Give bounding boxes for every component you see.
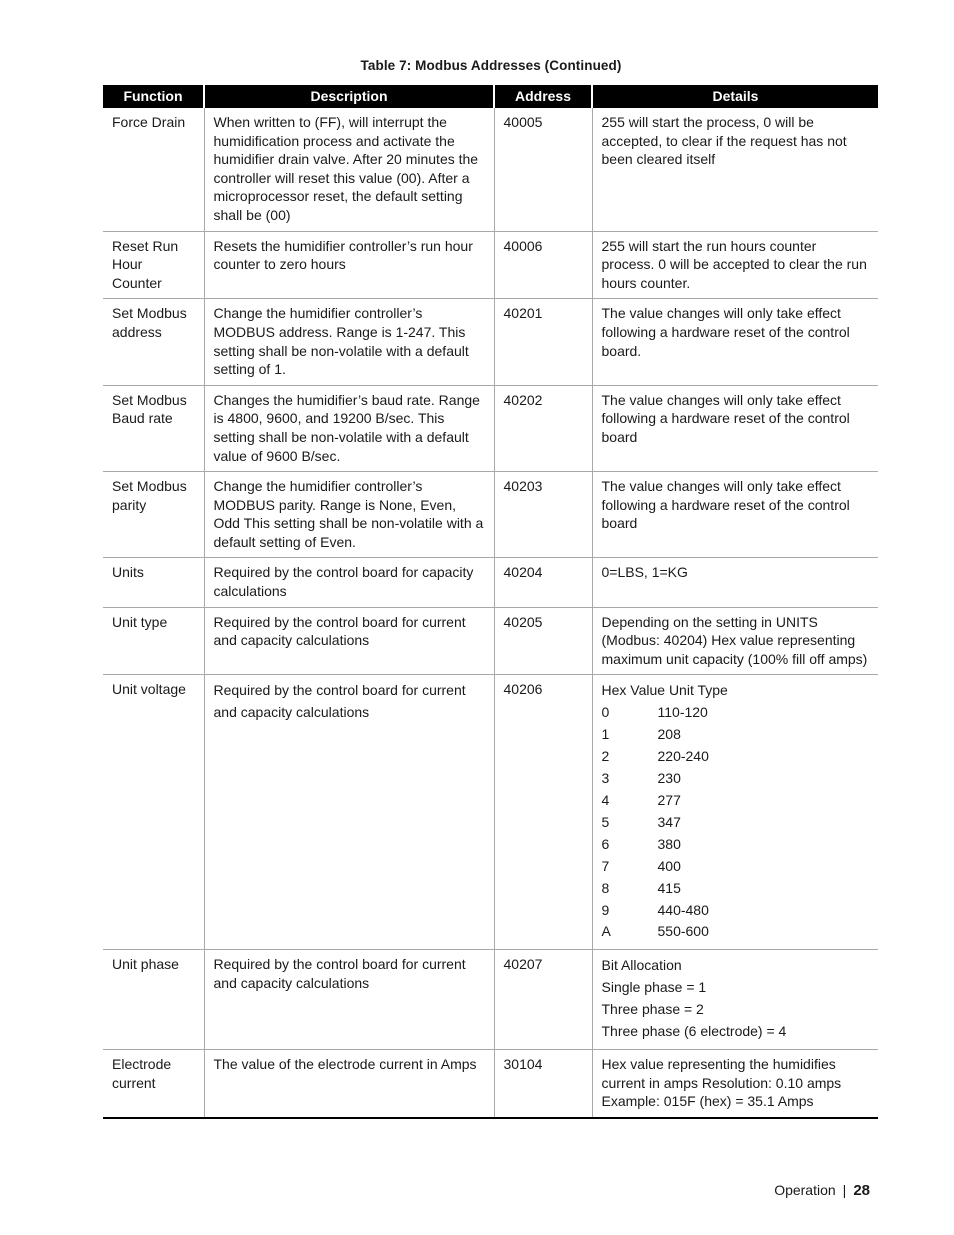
table-row (103, 675, 878, 950)
hex-value-row (602, 856, 871, 878)
column-header-address: Address (494, 85, 592, 108)
column-header-function: Function (103, 85, 204, 108)
table-row (103, 385, 878, 471)
hex-code: 3 (601, 770, 610, 787)
address-cell: 40005 (494, 108, 592, 231)
hex-value-row (602, 702, 871, 724)
hex-voltage: 440-480 (657, 901, 709, 918)
hex-value-row (602, 834, 871, 856)
table-row (103, 950, 878, 1050)
address-cell: 40203 (494, 472, 592, 558)
details-cell: The value changes will only take effect following a hardware reset of the control board (592, 472, 878, 558)
phase-line: Three phase (6 electrode) = 4 (601, 1023, 787, 1040)
function-cell: Set Modbus parity (103, 472, 204, 558)
function-cell: Force Drain (103, 108, 204, 231)
table-row (103, 558, 878, 607)
table-row (103, 1049, 878, 1117)
hex-code: 1 (601, 726, 610, 743)
table-row (103, 607, 878, 675)
hex-voltage: 230 (657, 770, 681, 787)
details-cell: Hex value representing the humidifies current in amps Resolution: 0.10 amps Example: 015F (hex) = 35.1 Amps (592, 1049, 878, 1117)
hex-voltage: 208 (657, 726, 681, 743)
hex-code: 8 (601, 879, 610, 896)
hex-voltage: 277 (657, 791, 681, 808)
phase-line: Three phase = 2 (601, 1001, 704, 1018)
hex-value-row (602, 900, 871, 922)
details-cell (592, 950, 878, 1050)
details-cell: 255 will start the run hours counter process. 0 will be accepted to clear the run hours counter. (592, 231, 878, 299)
table-row (103, 299, 878, 385)
hex-value-row (602, 921, 871, 943)
hex-code: 0 (601, 704, 610, 721)
description-text: Required by the control board for current and capacity calculations (213, 682, 466, 721)
table-header-row (103, 85, 878, 108)
hex-code: 4 (601, 791, 610, 808)
hex-code: 6 (601, 835, 610, 852)
phase-line: Single phase = 1 (601, 979, 707, 996)
address-cell: 40205 (494, 607, 592, 675)
address-cell: 40207 (494, 950, 592, 1050)
function-cell: Electrode current (103, 1049, 204, 1117)
hex-voltage: 380 (657, 835, 681, 852)
hex-voltage: 415 (657, 879, 681, 896)
hex-value-row (602, 790, 871, 812)
hex-voltage: 550-600 (657, 923, 709, 940)
function-cell: Units (103, 558, 204, 607)
description-cell: Changes the humidifier’s baud rate. Range is 4800, 9600, and 19200 B/sec. This setting shall be non-volatile with a default value of 9600 B/sec. (204, 385, 494, 471)
hex-value-row (602, 724, 871, 746)
details-cell: Depending on the setting in UNITS (Modbus: 40204) Hex value representing maximum unit capacity (100% fill off amps) (592, 607, 878, 675)
address-cell: 40202 (494, 385, 592, 471)
hex-table-title: Hex Value Unit Type (601, 682, 728, 699)
hex-voltage: 400 (657, 857, 681, 874)
function-cell: Unit phase (103, 950, 204, 1050)
address-cell: 40204 (494, 558, 592, 607)
function-cell: Set Modbus address (103, 299, 204, 385)
address-cell: 30104 (494, 1049, 592, 1117)
table-row (103, 231, 878, 299)
description-cell (204, 675, 494, 950)
description-cell: Required by the control board for current and capacity calculations (204, 950, 494, 1050)
details-cell: The value changes will only take effect following a hardware reset of the control board (592, 385, 878, 471)
column-header-details: Details (592, 85, 878, 108)
hex-code: 7 (601, 857, 610, 874)
hex-code: A (601, 923, 611, 940)
function-cell: Set Modbus Baud rate (103, 385, 204, 471)
description-cell: Required by the control board for capacity calculations (204, 558, 494, 607)
column-header-description: Description (204, 85, 494, 108)
hex-voltage: 220-240 (657, 748, 709, 765)
function-cell: Unit type (103, 607, 204, 675)
hex-code: 9 (601, 901, 610, 918)
function-cell: Unit voltage (103, 675, 204, 950)
hex-code: 5 (601, 813, 610, 830)
description-cell: The value of the electrode current in Amps (204, 1049, 494, 1117)
modbus-address-table (103, 85, 878, 1119)
phase-line: Bit Allocation (601, 957, 682, 974)
hex-value-row (602, 878, 871, 900)
page-footer (774, 1182, 870, 1199)
description-cell: Change the humidifier controller’s MODBUS parity. Range is None, Even, Odd This setting shall be non-volatile with a default setting of Even. (204, 472, 494, 558)
function-cell: Reset Run Hour Counter (103, 231, 204, 299)
details-cell: 0=LBS, 1=KG (592, 558, 878, 607)
details-cell: The value changes will only take effect following a hardware reset of the control board. (592, 299, 878, 385)
footer-section: Operation (774, 1182, 836, 1198)
description-cell: Required by the control board for current and capacity calculations (204, 607, 494, 675)
description-cell: Resets the humidifier controller’s run hour counter to zero hours (204, 231, 494, 299)
hex-value-row (602, 812, 871, 834)
details-cell (592, 675, 878, 950)
page-number: 28 (853, 1182, 870, 1199)
description-cell: When written to (FF), will interrupt the humidification process and activate the humidifier drain valve. After 20 minutes the controller will reset this value (00). After a microprocessor reset, the default setting shall be (00) (204, 108, 494, 231)
table-row (103, 108, 878, 231)
footer-separator: | (842, 1182, 847, 1198)
hex-code: 2 (601, 748, 610, 765)
hex-voltage: 110-120 (657, 704, 708, 721)
address-cell: 40006 (494, 231, 592, 299)
hex-value-row (602, 746, 871, 768)
table-caption: Table 7: Modbus Addresses (Continued) (360, 58, 622, 73)
address-cell: 40201 (494, 299, 592, 385)
hex-voltage: 347 (657, 813, 681, 830)
details-cell: 255 will start the process, 0 will be accepted, to clear if the request has not been cleared itself (592, 108, 878, 231)
address-cell: 40206 (494, 675, 592, 950)
hex-value-row (602, 768, 871, 790)
table-row (103, 472, 878, 558)
description-cell: Change the humidifier controller’s MODBUS address. Range is 1-247. This setting shall be non-volatile with a default setting of 1. (204, 299, 494, 385)
